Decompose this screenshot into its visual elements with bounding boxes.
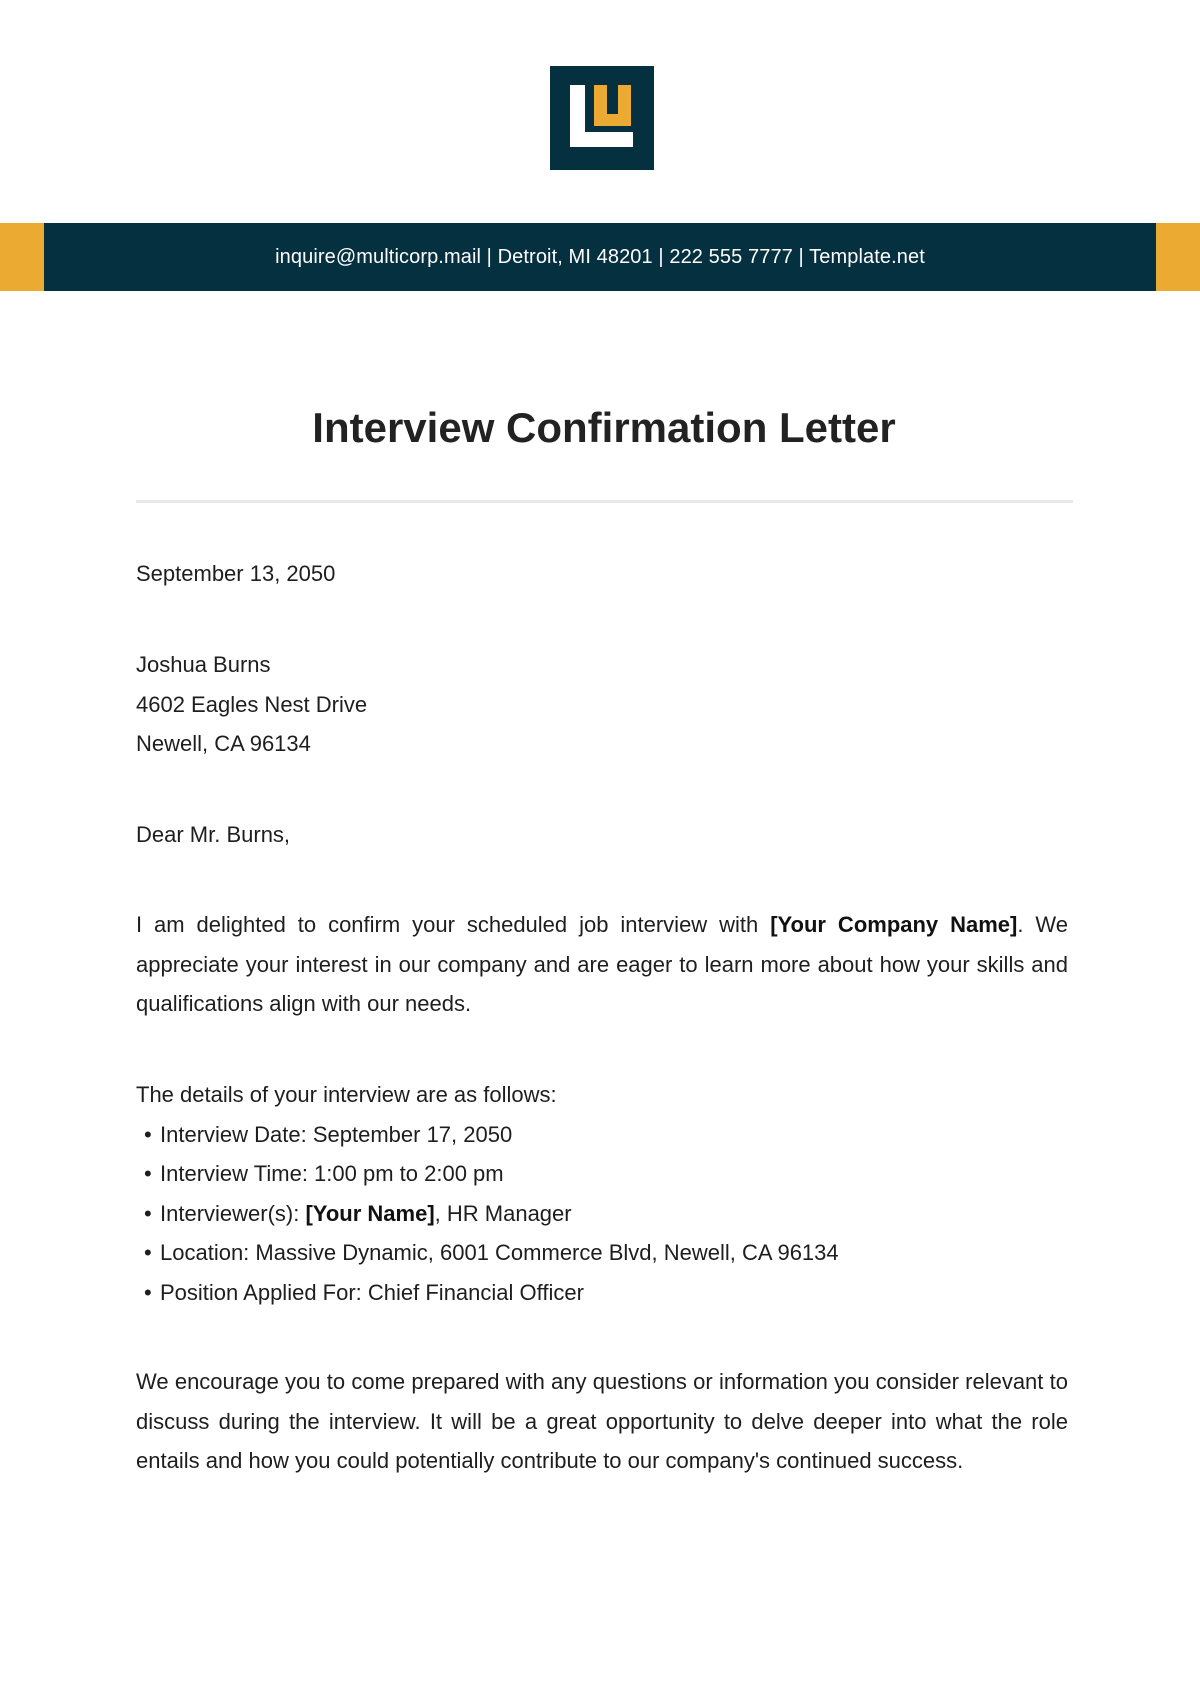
salutation	[136, 815, 1068, 855]
intro-text-before: I am delighted to confirm your scheduled job interview with	[136, 912, 771, 937]
detail-date: Interview Date: September 17, 2050	[160, 1121, 513, 1147]
title-divider	[136, 500, 1073, 503]
closing-paragraph-text: We encourage you to come prepared with any questions or information you consider relevant to discuss during the interview. It will be a great opportunity to delve deeper into what the role entails and how you could potentially contribute to our company's continued success.	[136, 1369, 1068, 1473]
list-item	[136, 1273, 1068, 1313]
list-item	[136, 1233, 1068, 1273]
detail-interviewer-prefix: Interviewer(s):	[160, 1200, 306, 1226]
closing-paragraph	[136, 1362, 1068, 1481]
detail-time: Interview Time: 1:00 pm to 2:00 pm	[160, 1161, 504, 1186]
contact-info: inquire@multicorp.mail | Detroit, MI 48201 | 222 555 7777 | Template.net	[275, 246, 925, 268]
document-title: Interview Confirmation Letter	[312, 404, 896, 451]
bullet-icon: •	[144, 1279, 152, 1305]
recipient-city: Newell, CA 96134	[136, 731, 311, 756]
salutation-text: Dear Mr. Burns,	[136, 822, 291, 847]
company-name-placeholder: [Your Company Name]	[770, 912, 1018, 937]
letter-date	[136, 554, 1068, 594]
interviewer-name-placeholder: [Your Name]	[305, 1200, 435, 1226]
details-intro: The details of your interview are as follows:	[136, 1082, 557, 1107]
detail-interviewer-suffix: , HR Manager	[434, 1200, 572, 1226]
bullet-icon: •	[144, 1121, 152, 1147]
detail-position: Position Applied For: Chief Financial Officer	[160, 1279, 584, 1305]
company-logo-icon	[550, 66, 654, 170]
bullet-icon: •	[144, 1200, 152, 1226]
date-text: September 13, 2050	[136, 561, 336, 586]
recipient-address	[136, 645, 1068, 764]
contact-banner	[0, 223, 1200, 291]
list-item	[136, 1154, 1068, 1194]
intro-paragraph	[136, 905, 1068, 1024]
list-item	[136, 1194, 1068, 1234]
detail-location: Location: Massive Dynamic, 6001 Commerce Blvd, Newell, CA 96134	[160, 1240, 839, 1265]
accent-bar-right	[1156, 223, 1200, 291]
bullet-icon: •	[144, 1240, 152, 1265]
intro-text-after: . We appreciate your interest in our company and are eager to learn more about how your skills and qualifications align with our needs.	[136, 912, 1069, 1016]
intro-paragraph-text	[136, 905, 1068, 1024]
bullet-icon: •	[144, 1161, 152, 1186]
list-item	[136, 1115, 1068, 1155]
details-list	[136, 1115, 1068, 1313]
recipient-name: Joshua Burns	[136, 652, 271, 677]
accent-bar-left	[0, 223, 44, 291]
recipient-street: 4602 Eagles Nest Drive	[136, 691, 368, 717]
interview-details	[136, 1075, 1068, 1312]
